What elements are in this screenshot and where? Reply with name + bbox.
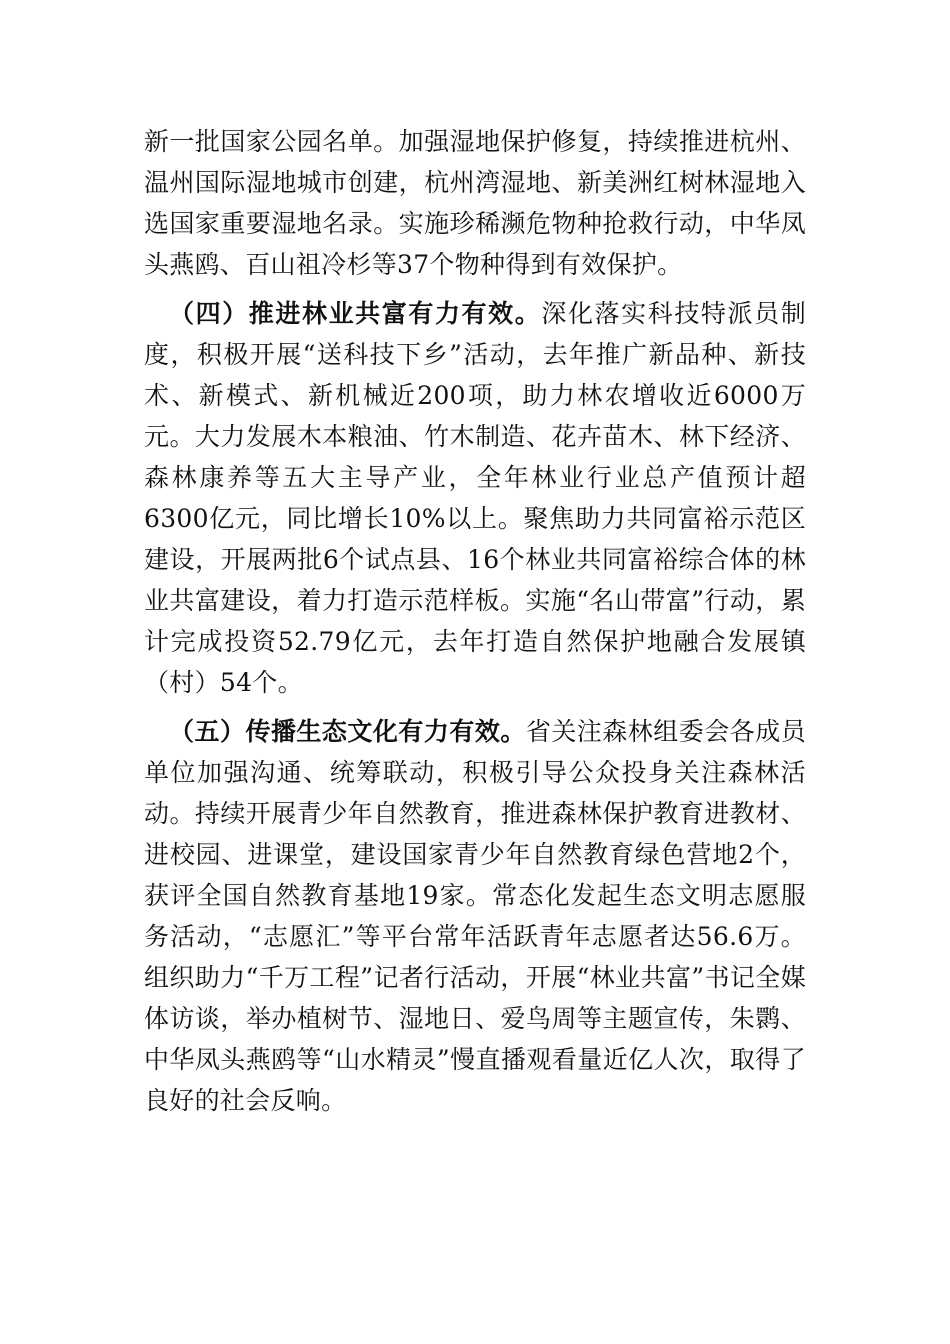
section-heading-four: （四）推进林业共富有力有效。 [169,299,542,328]
paragraph-ecological-culture [144,711,806,1121]
paragraph-forestry-prosperity [144,293,806,703]
paragraph-continuation [144,121,806,285]
paragraph-text: 省关注森林组委会各成员单位加强沟通、统筹联动，积极引导公众投身关注森林活动。持续开展青少年自然教育，推进森林保护教育进教材、进校园、进课堂，建设国家青少年自然教育绿色营地2个，获评全国自然教育基地19家。常态化发起生态文明志愿服务活动，“志愿汇”等平台常年活跃青年志愿者达56.6万。组织助力“千万工程”记者行活动，开展“林业共富”书记全媒体访谈，举办植树节、湿地日、爱鸟周等主题宣传，朱鹮、中华凤头燕鸥等“山水精灵”慢直播观看量近亿人次，取得了良好的社会反响。 [144,717,806,1115]
paragraph-text: 新一批国家公园名单。加强湿地保护修复，持续推进杭州、温州国际湿地城市创建，杭州湾湿地、新美洲红树林湿地入选国家重要湿地名录。实施珍稀濒危物种抢救行动，中华凤头燕鸥、百山祖冷杉等37个物种得到有效保护。 [144,127,806,279]
paragraph-text: 深化落实科技特派员制度，积极开展“送科技下乡”活动，去年推广新品种、新技术、新模式、新机械近200项，助力林农增收近6000万元。大力发展木本粮油、竹木制造、花卉苗木、林下经济、森林康养等五大主导产业，全年林业行业总产值预计超6300亿元，同比增长10%以上。聚焦助力共同富裕示范区建设，开展两批6个试点县、16个林业共同富裕综合体的林业共富建设，着力打造示范样板。实施“名山带富”行动，累计完成投资52.79亿元，去年打造自然保护地融合发展镇（村）54个。 [144,299,806,697]
section-heading-five: （五）传播生态文化有力有效。 [169,717,526,746]
document-body [144,121,806,1129]
